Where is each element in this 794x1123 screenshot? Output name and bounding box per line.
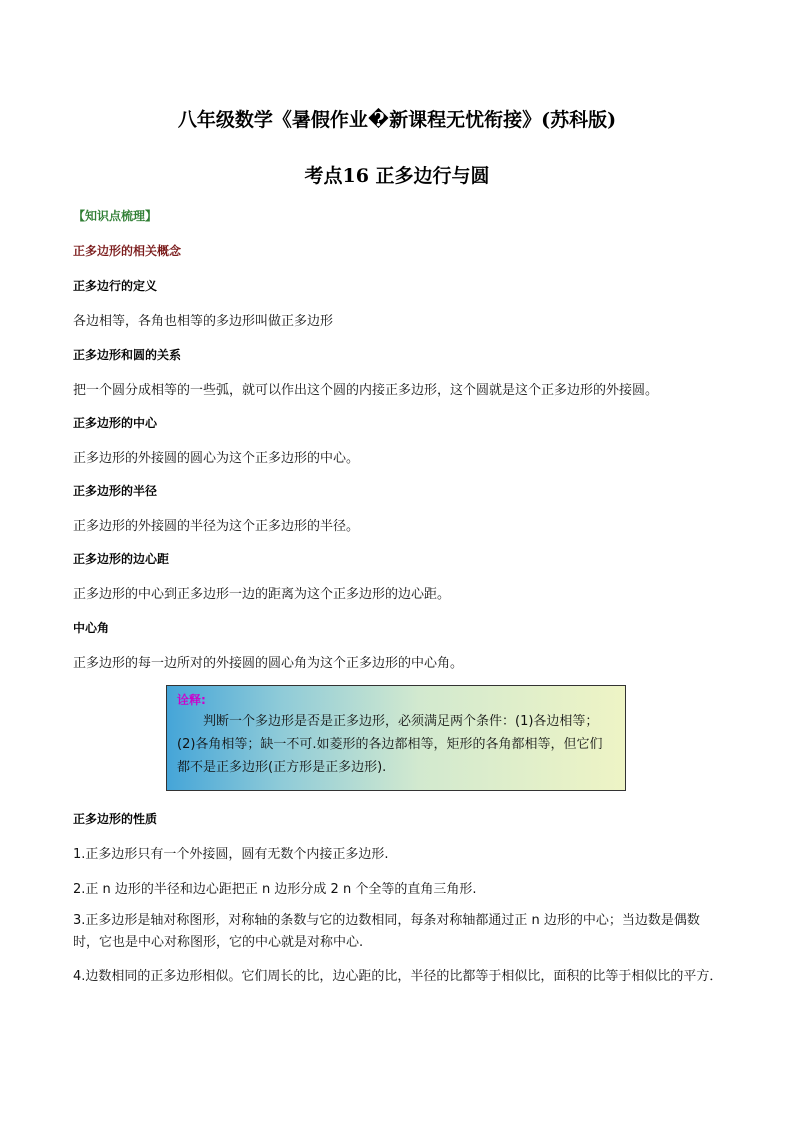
definition-heading: 正多边行的定义 [73, 279, 158, 293]
definition-heading: 中心角 [73, 621, 110, 635]
definition-text: 把一个圆分成相等的一些弧，就可以作出这个圆的内接正多边形，这个圆就是这个正多边形的外接圆。 [73, 383, 659, 398]
definition-heading: 正多边形和圆的关系 [73, 348, 182, 362]
section-tag: 【知识点梳理】 [73, 209, 158, 223]
definition-text: 正多边形的中心到正多边形一边的距离为这个正多边形的边心距。 [73, 587, 451, 602]
note-box [166, 685, 626, 791]
property-item: 4.边数相同的正多边形相似。它们周长的比，边心距的比，半径的比都等于相似比，面积的比等于相似比的平方． [73, 969, 723, 984]
definition-text: 各边相等，各角也相等的多边形叫做正多边形 [73, 314, 334, 329]
property-item: 1.正多边形只有一个外接圆，圆有无数个内接正多边形. [73, 847, 389, 862]
property-item: 3.正多边形是轴对称图形，对称轴的条数与它的边数相同，每条对称轴都通过正 n 边形的中心；当边数是偶数时，它也是中心对称图形，它的中心就是对称中心. [73, 913, 700, 950]
document-title: 八年级数学《暑假作业�新课程无忧衔接》(苏科版) [177, 109, 617, 131]
definition-text: 正多边形的外接圆的圆心为这个正多边形的中心。 [73, 451, 360, 466]
definition-heading: 正多边形的中心 [73, 416, 158, 430]
definition-text: 正多边形的外接圆的半径为这个正多边形的半径。 [73, 519, 360, 534]
document-subtitle: 考点16 正多边行与圆 [304, 165, 490, 187]
note-text: 判断一个多边形是否是正多边形，必须满足两个条件：(1)各边相等；(2)各角相等；缺一不可.如菱形的各边都相等，矩形的各角都相等，但它们都不是正多边形(正方形是正多边形). [177, 714, 603, 775]
concepts-heading: 正多边形的相关概念 [73, 244, 182, 258]
property-item: 2.正 n 边形的半径和边心距把正 n 边形分成 2 n 个全等的直角三角形. [73, 882, 477, 897]
properties-heading: 正多边形的性质 [73, 812, 158, 826]
note-label: 诠释: [177, 693, 206, 707]
definition-heading: 正多边形的半径 [73, 484, 158, 498]
definition-text: 正多边形的每一边所对的外接圆的圆心角为这个正多边形的中心角。 [73, 656, 464, 671]
definition-heading: 正多边形的边心距 [73, 552, 170, 566]
